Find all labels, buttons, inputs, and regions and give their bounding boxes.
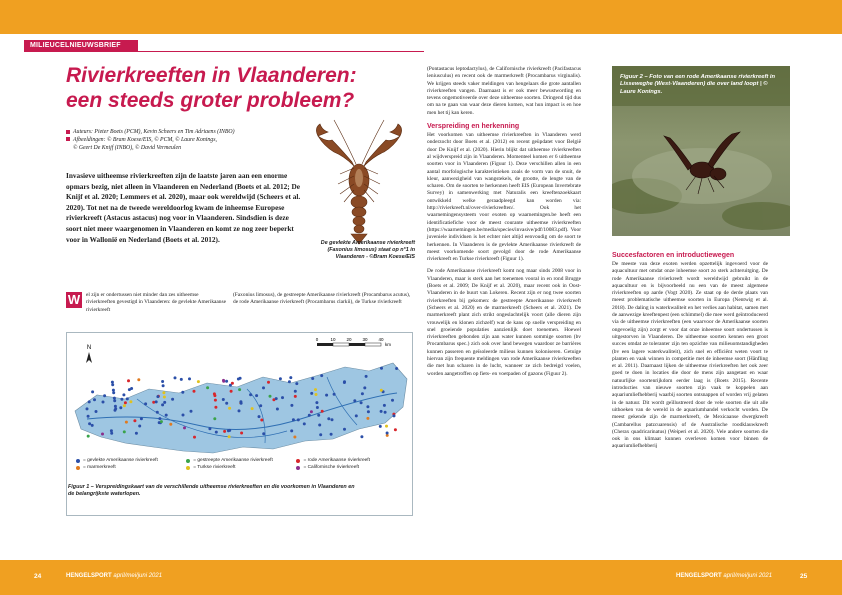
title-line-1: Rivierkreeften in Vlaanderen: bbox=[66, 64, 357, 87]
observation-dot bbox=[331, 418, 334, 421]
observation-dot bbox=[101, 433, 104, 436]
heading-verspreiding: Verspreiding en herkenning bbox=[427, 123, 520, 131]
observation-dot bbox=[183, 426, 186, 429]
page-number-left: 24 bbox=[34, 573, 42, 580]
authors-credit: Auteurs: Pieter Boets (PCM), Kevin Scheers en Tim Adriaens (INBO) bbox=[73, 129, 235, 135]
observation-dot bbox=[288, 380, 291, 383]
observation-dot bbox=[163, 401, 166, 404]
observation-dot bbox=[367, 410, 370, 413]
legend-item bbox=[186, 458, 296, 465]
observation-dot bbox=[355, 414, 358, 417]
center-paragraph-3: De rode Amerikaanse rivierkreeft komt nog maar sinds 2008 voor in Vlaanderen, maar is sterk aan het toenemen vooral in en rond Brugge (Boets et al. 2009; De Knijf et al. 2020), maar recent ook in Oost-Vlaanderen in de buurt van Lokeren. Recent zijn er nog twee soorten rivierkreeften bij gekomen: de gestreepte Amerikaanse rivierkreeft (Scheers et al. 2020) en de marmerkreeft (Scheers et al. 2021). De marmerkreeft plant zich strikt ongeslachtelijk voort (alle dieren zijn vrouwelijk en klonen zichzelf) wat de kans op snelle verspreiding en snel groeiende populaties aanzienlijk doet toenemen. Hoewel rivierkreeften gebonden zijn aan water kunnen sommige soorten (bv Procambarus spec.) zich ook over land bewegen waardoor ze barrières kunnen passeren en geïsoleerde milieus kunnen koloniseren. Getuige hiervan zijn frequente meldingen van rode Amerikaanse rivierkreeften die met hun scharen in de lucht, wanneer ze zich bedreigd voelen, worden aangetroffen op fiets- en voetpaden of gazons (Figuur 2). bbox=[427, 268, 581, 377]
observation-dot bbox=[208, 427, 211, 430]
center-paragraph-2: Het voorkomen van uitheemse rivierkreeften in Vlaanderen werd onderzocht door Boets et al. (2012) en recent geüpdatet voor België door De Knijf et al. (2020). Hierin blijkt dat uitheemse rivierkreeften al wijdverspreid zijn in Vlaanderen. Momenteel komen er 6 uitheemse soorten voor in Vlaanderen (Figuur 1). Deze verschillen allen in een aantal morfologische karakteristieken zoals de vorm van de snuit, de kleur, aanwezigheid van wangstekels, de grootte, de lengte van de scharen. Om de soorten te herkennen heeft EIS (European Invertebrate Survey) in samenwerking met Naturalis een kreeftenzoekkaart ontwikkeld welke geraadpleegd kan worden via: http://rivierkreeft.nl/over-rivierkreeften/. Ook het waarnemingensysteem voor exoten op waarnemingen.be heeft een identificatiefiche voor de meest courante uitheemse rivierkreeften (https://waarnemingen.be/media/species/invasive/pdf/10083.pdf). Voor juveniele individuen is het echter niet altijd eenvoudig om de soort te herkennen. In Vlaanderen is de gevlekte Amerikaanse rivierkreeft de meest voorkomende soort gevolgd door de rode Amerikaanse rivierkreeft en Turkse rivierkreeft (Figuur 1). bbox=[427, 132, 581, 263]
legend-item bbox=[76, 465, 186, 472]
observation-dot bbox=[165, 414, 168, 417]
observation-dot bbox=[161, 403, 164, 406]
scale-tick-2: 20 bbox=[346, 337, 352, 342]
observation-dot bbox=[215, 431, 218, 434]
observation-dot bbox=[230, 390, 233, 393]
observation-dot bbox=[258, 415, 261, 418]
map-legend bbox=[76, 458, 410, 471]
observation-dot bbox=[393, 414, 396, 417]
observation-dot bbox=[251, 407, 254, 410]
observation-dot bbox=[111, 381, 114, 384]
observation-dot bbox=[225, 380, 228, 383]
observation-dot bbox=[259, 404, 262, 407]
observation-dot bbox=[214, 399, 217, 402]
observation-dot bbox=[206, 386, 209, 389]
observation-dot bbox=[114, 407, 117, 410]
observation-dot bbox=[222, 398, 225, 401]
intro-column-1: el zijn er ondertussen niet minder dan zes uitheemse rivierkreeften gevestigd in Vlaanderen: de gevlekte Amerikaanse rivierkreeft bbox=[86, 292, 226, 313]
observation-dot bbox=[180, 378, 183, 381]
scale-tick-1: 10 bbox=[330, 337, 336, 342]
figure-2-caption: Figuur 2 – Foto van een rode Amerikaanse rivierkreeft in Lisseweghe (West-Vlaanderen) die over land loopt | © Laure Konings. bbox=[620, 74, 776, 95]
images-credit-2: © Geert De Knijf (INBO), © David Vermeulen bbox=[73, 144, 181, 151]
bullet-square-icon bbox=[66, 130, 70, 134]
observation-dot bbox=[315, 401, 318, 404]
observation-dot bbox=[343, 428, 346, 431]
observation-dot bbox=[135, 432, 138, 435]
scale-tick-0: 0 bbox=[315, 337, 319, 342]
observation-dot bbox=[127, 379, 130, 382]
observation-dot bbox=[360, 435, 363, 438]
observation-dot bbox=[289, 376, 292, 379]
observation-dot bbox=[228, 407, 231, 410]
observation-dot bbox=[303, 422, 306, 425]
folio-right bbox=[676, 573, 772, 579]
images-credit: Afbeeldingen: © Bram Koese/EIS, © PCM, © Laure Konings, bbox=[73, 136, 217, 143]
observation-dot bbox=[214, 406, 217, 409]
observation-dot bbox=[325, 394, 328, 397]
observation-dot bbox=[88, 422, 91, 425]
legend-label: = gevlekte Amerikaanse rivierkreeft bbox=[83, 458, 158, 463]
legend-dot-icon bbox=[186, 459, 190, 463]
observation-dot bbox=[181, 391, 184, 394]
observation-dot bbox=[308, 414, 311, 417]
legend-item bbox=[76, 458, 186, 465]
lede-paragraph: Invasieve uitheemse rivierkreeften zijn de laatste jaren aan een enorme opmars bezig, niet alleen in Vlaanderen en Nederland (Boets et al. 2012; De Knijf et al. 2020; Lemmers et al. 2020), maar ook wereldwijd (Scheers et al. 2020). Tot net na de tweede wereldoorlog kwam de inheemse Europese rivierkreeft (Astacus astacus) nog voor in Vlaanderen. Sindsdien is deze soort niet meer waargenomen in Vlaanderen en komt ze nog zeer beperkt voor in Wallonië en Nederland (Boets et al. 2012). bbox=[66, 171, 301, 244]
observation-dot bbox=[190, 410, 193, 413]
magazine-name-b: SPORT bbox=[701, 573, 722, 579]
right-column bbox=[612, 248, 768, 456]
legend-label: = Californische rivierkreeft bbox=[303, 464, 360, 470]
observation-dot bbox=[292, 418, 295, 421]
observation-dot bbox=[124, 401, 127, 404]
observation-dot bbox=[237, 378, 240, 381]
observation-dot bbox=[315, 393, 318, 396]
observation-dot bbox=[140, 417, 143, 420]
observation-dot bbox=[380, 389, 383, 392]
top-band bbox=[0, 0, 842, 34]
observation-dot bbox=[125, 421, 128, 424]
observation-dot bbox=[279, 377, 282, 380]
legend-dot-icon bbox=[186, 466, 190, 470]
observation-dot bbox=[316, 406, 319, 409]
issue-date: april/mei/juni 2021 bbox=[723, 573, 773, 579]
observation-dot bbox=[255, 394, 258, 397]
observation-dot bbox=[87, 415, 90, 418]
observation-dot bbox=[240, 432, 243, 435]
page-number-right: 25 bbox=[800, 573, 808, 580]
observation-dot bbox=[158, 417, 161, 420]
observation-dot bbox=[262, 386, 265, 389]
observation-dot bbox=[395, 367, 398, 370]
observation-dot bbox=[327, 417, 330, 420]
observation-dot bbox=[240, 402, 243, 405]
observation-dot bbox=[294, 390, 297, 393]
observation-dot bbox=[163, 396, 166, 399]
observation-dot bbox=[320, 374, 323, 377]
observation-dot bbox=[297, 418, 300, 421]
observation-dot bbox=[281, 396, 284, 399]
observation-dot bbox=[330, 433, 333, 436]
observation-dot bbox=[91, 424, 94, 427]
observation-dot bbox=[365, 375, 368, 378]
observation-dot bbox=[120, 398, 123, 401]
scale-tick-3: 30 bbox=[362, 337, 368, 342]
observation-dot bbox=[193, 436, 196, 439]
observation-dot bbox=[156, 411, 159, 414]
observation-dot bbox=[113, 397, 116, 400]
observation-dot bbox=[238, 388, 241, 391]
observation-dot bbox=[161, 380, 164, 383]
observation-dot bbox=[162, 391, 165, 394]
observation-dot bbox=[269, 395, 272, 398]
observation-dot bbox=[222, 379, 225, 382]
observation-dot bbox=[122, 393, 125, 396]
observation-dot bbox=[379, 425, 382, 428]
observation-dot bbox=[319, 433, 322, 436]
observation-dot bbox=[193, 390, 196, 393]
observation-dot bbox=[343, 381, 346, 384]
observation-dot bbox=[111, 383, 114, 386]
observation-dot bbox=[318, 424, 321, 427]
observation-dot bbox=[366, 405, 369, 408]
observation-dot bbox=[360, 401, 363, 404]
observation-dot bbox=[249, 393, 252, 396]
legend-label: = rode Amerikaanse rivierkreeft bbox=[303, 458, 370, 463]
observation-dot bbox=[310, 392, 313, 395]
observation-dot bbox=[114, 405, 117, 408]
observation-dot bbox=[238, 409, 241, 412]
crayfish-caption: De gevlekte Amerikaanse rivierkreeft (Faxonius limosus) staat op n°1 in Vlaanderen - ©Bram Koese/EIS bbox=[320, 240, 415, 260]
observation-dot bbox=[130, 387, 133, 390]
observation-dot bbox=[267, 381, 270, 384]
title-line-2: een steeds groter probleem? bbox=[66, 89, 355, 112]
observation-dot bbox=[144, 402, 147, 405]
scale-bar bbox=[316, 337, 392, 347]
heading-succesfactoren: Succesfactoren en introductiewegen bbox=[612, 252, 735, 259]
observation-dot bbox=[228, 435, 231, 438]
observation-dot bbox=[103, 394, 106, 397]
observation-dot bbox=[123, 430, 126, 433]
legend-dot-icon bbox=[76, 459, 80, 463]
observation-dot bbox=[310, 410, 313, 413]
observation-dot bbox=[223, 430, 226, 433]
legend-label: = Turkse rivierkreeft bbox=[193, 464, 236, 470]
observation-dot bbox=[171, 398, 174, 401]
section-rule bbox=[24, 51, 424, 52]
observation-dot bbox=[213, 394, 216, 397]
magazine-name-b: SPORT bbox=[91, 573, 112, 579]
observation-dot bbox=[317, 414, 320, 417]
observation-dot bbox=[87, 435, 90, 438]
observation-dot bbox=[156, 395, 159, 398]
legend-dot-icon bbox=[296, 459, 300, 463]
observation-dot bbox=[160, 420, 163, 423]
section-tag: MILIEUCELNIEUWSBRIEF bbox=[24, 40, 138, 51]
observation-dot bbox=[137, 378, 140, 381]
observation-dot bbox=[188, 377, 191, 380]
observation-dot bbox=[123, 404, 126, 407]
observation-dot bbox=[262, 432, 265, 435]
bullet-square-icon bbox=[66, 137, 70, 141]
observation-dot bbox=[394, 428, 397, 431]
magazine-name-a: HENGEL bbox=[676, 573, 702, 579]
observation-dot bbox=[311, 377, 314, 380]
observation-dot bbox=[333, 393, 336, 396]
legend-item bbox=[296, 465, 406, 472]
observation-dot bbox=[380, 410, 383, 413]
observation-dot bbox=[88, 400, 91, 403]
observation-dot bbox=[169, 423, 172, 426]
observation-dot bbox=[276, 408, 279, 411]
drop-cap: W bbox=[67, 292, 81, 307]
observation-dot bbox=[113, 399, 116, 402]
center-paragraph-1: (Pontastacus leptodactylus), de Californische rivierkreeft (Pacifastacus leniusculus) en recent ook de marmerkreeft (Procambarus virginalis). We krijgen steeds vaker meldingen van hengelaars die grote aantallen rivierkreeften vangen. Daarnaast is er ook meer bewustwording en tevens ongemotiveerde over deze uitheemse soorten. Dringend tijd dus om na te gaan van waar deze dieren komen, wat hun impact is en hoe men het tij kan keren. bbox=[427, 66, 581, 116]
observation-dot bbox=[361, 392, 364, 395]
magazine-name-a: HENGEL bbox=[66, 573, 92, 579]
legend-dot-icon bbox=[76, 466, 80, 470]
credits bbox=[66, 129, 301, 152]
scale-tick-4: 40 bbox=[378, 337, 384, 342]
right-paragraph-1: De meeste van deze exoten werden opzettelijk ingevoerd voor de aquacultuur met omdat onze inheemse soort zo sterk achteruitging. De rode Amerikaanse rivierkreeft wordt wereldwijd gebruikt in de aquacultuur en is bijvoorbeeld nu een van de meest algemene rivierkreeften op aarde (Vogt 2020). Ze staat op de derde plaats van meest problematische uitheemse soorten in Europa (Nentwig et al. 2018). De daling in waterkwaliteit en het verlies aan habitat, samen met de aanwezige kreeftenpest (een schimmel) die mee werd geïntroduceerd via de uitheemse rivierkreeften (een waarvoor de Amerikaanse soorten ongevoelig zijn) zorgt er voor dat onze inheemse soort ondertussen is uitgestorven in Vlaanderen. De uitheemse soorten kennen een groot succes omdat ze toleranter zijn ten opzichte van milieuomstandigheden (bv een lagere waterkwaliteit), zich snel en efficiënt weten voort te planten en vaak winnen in competitie met de inheemse soort (Hänfling et al. 2011). Daarnaast lijken de uitheemse rivierkreeften het ook zeer goed te doen in locaties die door de mens zijn aangetast en waar natuurlijke soortenrijkdom eerder laag is (Boets 2015). Recente introducties van nieuwe soorten zijn vaak te koppelen aan aquariumliefhebberij waarbij soorten ontsnappen of worden vrij gelaten in de natuur. Dit wordt geïllustreerd door de vele soorten die uit alle uithoeken van de wereld in de aquariumhandel verkocht worden. De meest gekende zijn de marmerkreeft, de Mexicaanse dwergkreeft (Cambarellus patzcuarensis) of de Australische roodklauwkreeft (Cherax quadricarinatus) (Weiperi et al. 2020). Vele andere soorten die ook in ons klimaat kunnen overleven komen voor binnen de aquariumliefhebberij bbox=[612, 261, 768, 450]
observation-dot bbox=[260, 419, 263, 422]
legend-item bbox=[296, 458, 406, 465]
observation-dot bbox=[366, 417, 369, 420]
observation-dot bbox=[386, 432, 389, 435]
observation-dot bbox=[363, 386, 366, 389]
observation-dot bbox=[290, 404, 293, 407]
observation-dot bbox=[290, 429, 293, 432]
flanders-region bbox=[75, 363, 407, 453]
observation-dot bbox=[391, 399, 394, 402]
observation-dot bbox=[133, 419, 136, 422]
observation-dot bbox=[91, 390, 94, 393]
north-arrow-label: N bbox=[86, 345, 92, 351]
observation-dot bbox=[126, 397, 129, 400]
observation-dot bbox=[314, 388, 317, 391]
observation-dot bbox=[129, 400, 132, 403]
observation-dot bbox=[383, 404, 386, 407]
observation-dot bbox=[384, 411, 387, 414]
observation-dot bbox=[162, 384, 165, 387]
observation-dot bbox=[294, 395, 297, 398]
legend-label: = gestreepte Amerikaanse rivierkreeft bbox=[193, 458, 273, 463]
observation-dot bbox=[155, 400, 158, 403]
article-title bbox=[66, 63, 406, 113]
observation-dot bbox=[213, 417, 216, 420]
issue-date: april/mei/juni 2021 bbox=[113, 573, 163, 579]
observation-dot bbox=[275, 397, 278, 400]
observation-dot bbox=[385, 425, 388, 428]
observation-dot bbox=[321, 410, 324, 413]
observation-dot bbox=[102, 401, 105, 404]
scale-unit: km bbox=[385, 342, 391, 347]
observation-dot bbox=[182, 414, 185, 417]
legend-label: = marmerkreeft bbox=[83, 464, 116, 470]
observation-dot bbox=[86, 407, 89, 410]
observation-dot bbox=[197, 380, 200, 383]
observation-dot bbox=[225, 402, 228, 405]
observation-dot bbox=[93, 398, 96, 401]
figure-1-caption: Figuur 1 – Verspreidingskaart van de verschillende uitheemse rivierkreeften en die voorkomen in Vlaanderen en de belangrijkste waterlopen. bbox=[68, 484, 355, 497]
observation-dot bbox=[293, 436, 296, 439]
north-arrow-icon bbox=[86, 352, 92, 363]
center-column bbox=[427, 66, 581, 383]
observation-dot bbox=[112, 391, 115, 394]
observation-dot bbox=[228, 429, 231, 432]
observation-dot bbox=[229, 384, 232, 387]
observation-dot bbox=[112, 389, 115, 392]
observation-dot bbox=[295, 382, 298, 385]
observation-dot bbox=[119, 406, 122, 409]
observation-dot bbox=[174, 376, 177, 379]
folio-left bbox=[66, 573, 162, 579]
observation-dot bbox=[110, 432, 113, 435]
legend-item bbox=[186, 465, 296, 472]
observation-dot bbox=[380, 367, 383, 370]
observation-dot bbox=[110, 429, 113, 432]
observation-dot bbox=[138, 425, 141, 428]
observation-dot bbox=[353, 399, 356, 402]
legend-dot-icon bbox=[296, 466, 300, 470]
observation-dot bbox=[95, 410, 98, 413]
intro-column-2: (Faxonius limosus), de gestreepte Amerikaanse rivierkreeft (Procambarus acutus), de rode Amerikaanse rivierkreeft (Procambarus clarkii), de Turkse rivierkreeft bbox=[233, 292, 411, 306]
crayfish-photo bbox=[304, 118, 414, 248]
